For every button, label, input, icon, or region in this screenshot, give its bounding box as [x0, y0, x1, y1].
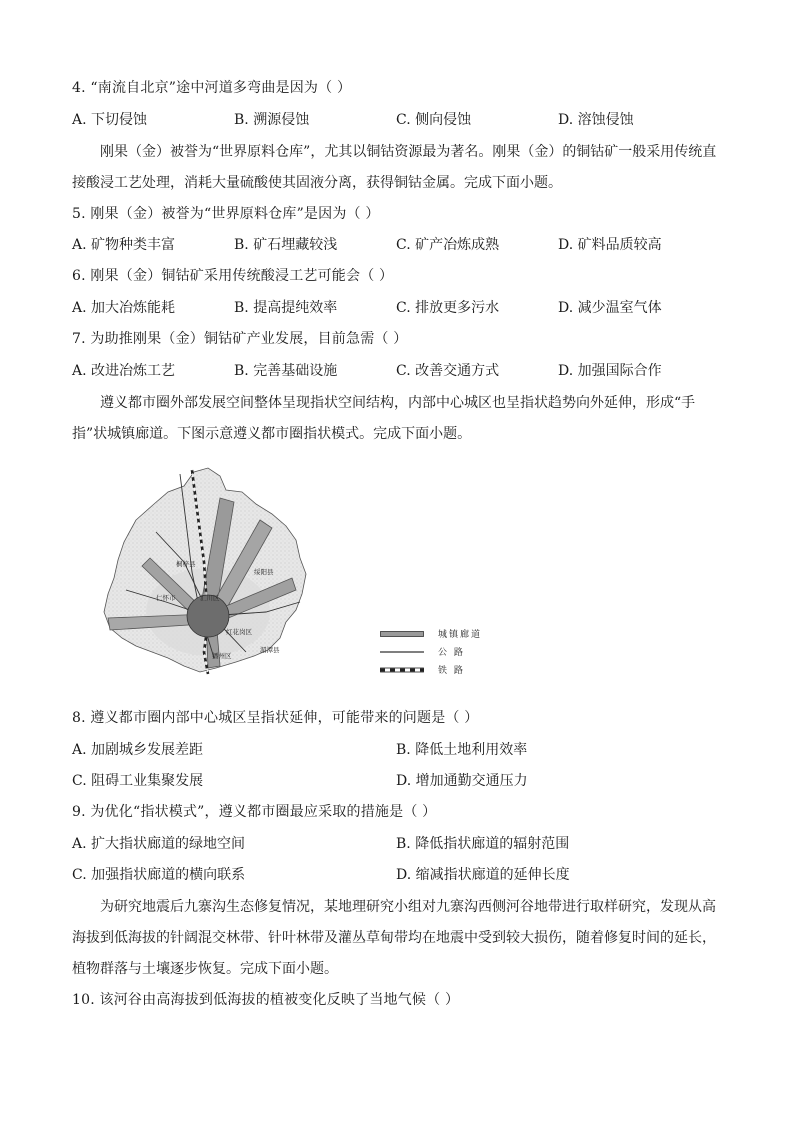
question-4-options — [72, 110, 722, 130]
label-honghuagang: 红花岗区 — [226, 628, 252, 636]
corridor-symbol-icon — [380, 631, 424, 637]
legend-highway — [380, 646, 540, 658]
q9-option-c[interactable]: C. 加强指状廊道的横向联系 — [72, 867, 246, 883]
highway-symbol-icon — [380, 649, 424, 655]
passage-zunyi — [72, 393, 722, 455]
question-5-options — [72, 235, 722, 255]
q7-option-a[interactable]: A. 改进冶炼工艺 — [72, 363, 176, 379]
question-9-options-row-1 — [72, 834, 722, 854]
passage-jiuzhaigou-line-3: 植物群落与土壤逐步恢复。完成下面小题。 — [72, 961, 338, 977]
zunyi-finger-pattern-map — [96, 462, 316, 687]
question-6-stem: 6. 刚果（金）铜钴矿采用传统酸浸工艺可能会（ ） — [72, 268, 394, 284]
passage-congo-line-1: 刚果（金）被誉为“世界原料仓库”，尤其以铜钴资源最为著名。刚果（金）的铜钴矿一般采用传统直 — [100, 144, 717, 160]
passage-jiuzhaigou-line-1: 为研究地震后九寨沟生态修复情况，某地理研究小组对九寨沟西侧河谷地带进行取样研究，发现从高 — [100, 899, 716, 915]
question-7-options — [72, 361, 722, 381]
question-8-options-row-2 — [72, 771, 722, 791]
question-8-options-row-1 — [72, 740, 722, 760]
question-5-stem: 5. 刚果（金）被誉为“世界原料仓库”是因为（ ） — [72, 206, 380, 222]
question-10-stem: 10. 该河谷由高海拔到低海拔的植被变化反映了当地气候（ ） — [72, 992, 460, 1008]
question-7-stem: 7. 为助推刚果（金）铜钴矿产业发展，目前急需（ ） — [72, 331, 408, 347]
q4-option-b[interactable]: B. 溯源侵蚀 — [234, 112, 310, 128]
label-renhuai: 仁怀市 — [156, 594, 176, 602]
q8-option-d[interactable]: D. 增加通勤交通压力 — [396, 773, 528, 789]
q6-option-d[interactable]: D. 减少温室气体 — [558, 300, 662, 316]
q4-option-c[interactable]: C. 侧向侵蚀 — [396, 112, 472, 128]
q7-option-c[interactable]: C. 改善交通方式 — [396, 363, 500, 379]
q4-option-d[interactable]: D. 溶蚀侵蚀 — [558, 112, 634, 128]
q6-option-b[interactable]: B. 提高提纯效率 — [234, 300, 338, 316]
q9-option-d[interactable]: D. 缩减指状廊道的延伸长度 — [396, 867, 570, 883]
q5-option-a[interactable]: A. 矿物种类丰富 — [72, 237, 176, 253]
question-9-options-row-2 — [72, 865, 722, 885]
legend-corridor — [380, 628, 540, 640]
q8-option-b[interactable]: B. 降低土地利用效率 — [396, 742, 528, 758]
question-8-stem: 8. 遵义都市圈内部中心城区呈指状延伸，可能带来的问题是（ ） — [72, 710, 479, 726]
passage-jiuzhaigou — [72, 897, 722, 990]
passage-jiuzhaigou-line-2: 海拔到低海拔的针阔混交林带、针叶林带及灌丛草甸带均在地震中受到较大损伤，随着修复时间的延长， — [72, 930, 716, 946]
passage-zunyi-line-1: 遵义都市圈外部发展空间整体呈现指状空间结构，内部中心城区也呈指状趋势向外延伸，形成“手 — [100, 395, 696, 411]
label-huichuan: 汇川区 — [200, 594, 220, 602]
railway-symbol-icon — [380, 667, 424, 673]
q4-option-a[interactable]: A. 下切侵蚀 — [72, 112, 148, 128]
question-6-options — [72, 298, 722, 318]
question-9-stem: 9. 为优化“指状模式”，遵义都市圈最应采取的措施是（ ） — [72, 804, 437, 820]
label-meitan: 湄潭县 — [260, 646, 280, 654]
label-suiyang: 绥阳县 — [254, 568, 274, 576]
q6-option-c[interactable]: C. 排放更多污水 — [396, 300, 500, 316]
passage-congo — [72, 142, 722, 204]
legend-corridor-label: 城镇廊道 — [438, 630, 483, 640]
label-bozhou: 播州区 — [212, 652, 232, 660]
q5-option-b[interactable]: B. 矿石埋藏较浅 — [234, 237, 338, 253]
legend-highway-label: 公 路 — [438, 648, 465, 658]
q8-option-a[interactable]: A. 加剧城乡发展差距 — [72, 742, 204, 758]
q7-option-b[interactable]: B. 完善基础设施 — [234, 363, 338, 379]
q8-option-c[interactable]: C. 阻碍工业集聚发展 — [72, 773, 204, 789]
passage-congo-line-2: 接酸浸工艺处理，消耗大量硫酸使其固液分离，获得铜钴金属。完成下面小题。 — [72, 175, 562, 191]
legend-railway-label: 铁 路 — [438, 666, 465, 676]
q6-option-a[interactable]: A. 加大冶炼能耗 — [72, 300, 176, 316]
passage-zunyi-line-2: 指”状城镇廊道。下图示意遵义都市圈指状模式。完成下面小题。 — [72, 426, 472, 442]
q5-option-d[interactable]: D. 矿料品质较高 — [558, 237, 662, 253]
q7-option-d[interactable]: D. 加强国际合作 — [558, 363, 662, 379]
q5-option-c[interactable]: C. 矿产冶炼成熟 — [396, 237, 500, 253]
label-tongzi: 桐梓县 — [176, 560, 196, 568]
legend-railway — [380, 664, 540, 676]
q9-option-b[interactable]: B. 降低指状廊道的辐射范围 — [396, 836, 570, 852]
q9-option-a[interactable]: A. 扩大指状廊道的绿地空间 — [72, 836, 246, 852]
question-4-stem: 4. “南流自北京”途中河道多弯曲是因为（ ） — [72, 80, 352, 96]
map-legend — [380, 628, 540, 688]
